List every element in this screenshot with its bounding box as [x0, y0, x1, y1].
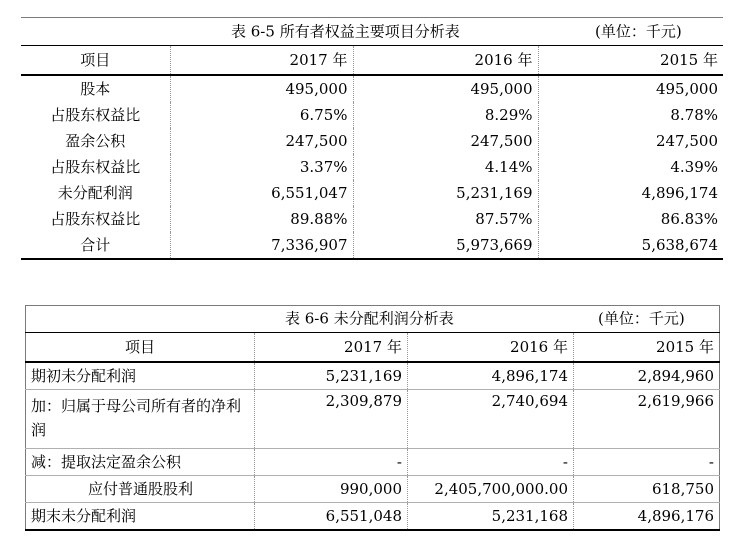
row-label: 未分配利润	[57, 183, 133, 202]
cell-value: 4.39%	[538, 154, 723, 180]
row-label: 占股东权益比	[50, 157, 141, 176]
cell-value: 990,000	[255, 476, 408, 503]
row-label: 减：提取法定盈余公积	[26, 449, 255, 476]
row-label: 股本	[80, 79, 111, 98]
cell-value: -	[255, 449, 408, 476]
cell-value: 5,231,169	[353, 180, 538, 206]
column-header: 2016 年	[408, 333, 574, 363]
row-label: 盈余公积	[65, 131, 126, 150]
cell-value: 618,750	[574, 476, 720, 503]
column-header: 2015 年	[538, 46, 723, 76]
cell-value: 4,896,176	[574, 503, 720, 531]
cell-value: 4,896,174	[408, 362, 574, 390]
cell-value: 5,973,669	[353, 232, 538, 259]
table-row	[21, 180, 723, 206]
row-label: 期末未分配利润	[26, 503, 255, 531]
column-header: 2015 年	[574, 333, 720, 363]
cell-value: 4,896,174	[538, 180, 723, 206]
cell-value: 247,500	[353, 128, 538, 154]
row-label: 加：归属于母公司所有者的净利润	[26, 390, 255, 449]
table-title: 表 6-6 未分配利润分析表	[285, 309, 454, 328]
cell-value: 495,000	[353, 75, 538, 102]
table-unit: (单位：千元)	[595, 22, 682, 40]
column-header: 项目	[26, 333, 255, 363]
table-header-row	[21, 46, 723, 76]
cell-value: 2,740,694	[408, 390, 574, 449]
cell-value: 6.75%	[170, 102, 353, 128]
cell-value: 5,638,674	[538, 232, 723, 259]
cell-value: 6,551,048	[255, 503, 408, 531]
cell-value: 2,894,960	[574, 362, 720, 390]
table-row	[26, 390, 720, 449]
table-caption-row	[21, 18, 723, 46]
cell-value: -	[408, 449, 574, 476]
table-title: 表 6-5 所有者权益主要项目分析表	[231, 22, 460, 40]
table-row-total	[26, 503, 720, 531]
cell-value: 5,231,169	[255, 362, 408, 390]
cell-value: 2,405,700,000.00	[408, 476, 574, 503]
table-row	[21, 75, 723, 102]
cell-value: 495,000	[538, 75, 723, 102]
cell-value: 247,500	[538, 128, 723, 154]
row-label: 合计	[80, 235, 111, 254]
cell-value: 5,231,168	[408, 503, 574, 531]
table-row	[21, 102, 723, 128]
cell-value: 247,500	[170, 128, 353, 154]
cell-value: 8.29%	[353, 102, 538, 128]
cell-value: 6,551,047	[170, 180, 353, 206]
table-row	[21, 206, 723, 232]
table-row	[26, 476, 720, 503]
undistributed-profit-table	[25, 305, 720, 531]
table-row	[26, 362, 720, 390]
table-row	[21, 128, 723, 154]
cell-value: 86.83%	[538, 206, 723, 232]
cell-value: 4.14%	[353, 154, 538, 180]
equity-analysis-table	[21, 17, 723, 260]
row-label: 应付普通股股利	[26, 476, 255, 503]
column-header: 2017 年	[255, 333, 408, 363]
cell-value: 7,336,907	[170, 232, 353, 259]
table-header-row	[26, 333, 720, 363]
cell-value: 89.88%	[170, 206, 353, 232]
row-label: 占股东权益比	[50, 209, 141, 228]
table-unit: (单位：千元)	[598, 309, 685, 328]
row-label: 期初未分配利润	[26, 362, 255, 390]
column-header: 2016 年	[353, 46, 538, 76]
table-row-total	[21, 232, 723, 259]
table-row	[26, 449, 720, 476]
column-header: 项目	[21, 46, 170, 76]
column-header: 2017 年	[170, 46, 353, 76]
cell-value: 2,619,966	[574, 390, 720, 449]
cell-value: 87.57%	[353, 206, 538, 232]
cell-value: 3.37%	[170, 154, 353, 180]
table-caption-row	[26, 306, 720, 333]
cell-value: -	[574, 449, 720, 476]
cell-value: 495,000	[170, 75, 353, 102]
cell-value: 8.78%	[538, 102, 723, 128]
table-row	[21, 154, 723, 180]
row-label: 占股东权益比	[50, 105, 141, 124]
cell-value: 2,309,879	[255, 390, 408, 449]
